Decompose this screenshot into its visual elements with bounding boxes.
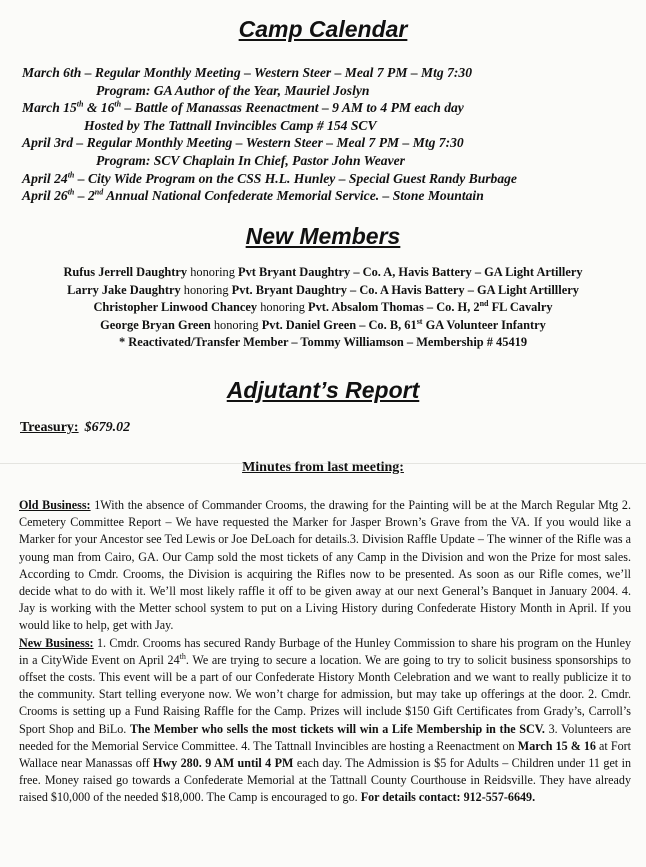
treasury-amount: $679.02: [84, 420, 131, 435]
calendar-program: Program: SCV Chaplain In Chief, Pastor John Weaver: [96, 152, 405, 168]
member-row: Larry Jake Daughtry honoring Pvt. Bryant Daughtry – Co. A Havis Battery – GA Light Artilllery: [67, 282, 579, 297]
new-business-paragraph: New Business: 1. Cmdr. Crooms has secured Randy Burbage of the Hunley Commission to share his program on the Hunley in a CityWide Event on April 24th. We are trying to secure a location. We are going to try to solicit business sponsorships to offset the costs. This event will be a part of our Confederate History Month Celebration and we want to really publicize it to the community. Start telling everyone now. We won’t charge for admission, but may take up offerings at the door. 2. Cmdr. Crooms is setting up a Fund Raising Raffle for the Camp. Prizes will include $150 Gift Certificates from Grady’s, Carroll’s Sport Shop and BiLo. The Member who sells the most tickets will win a Life Membership in the SCV. 3. Volunteers are needed for the Memorial Service Committee. 4. The Tattnall Invincibles are hosting a Reenactment on March 15 & 16 at Fort Wallace near Manassas off Hwy 280. 9 AM until 4 PM each day. The Admission is $5 for Adults – Children under 11 get in free. Money raised go towards a Confederate Memorial at the Tattnall County Courthouse in Reidsville. They have already raised $10,000 of the needed $18,000. The Camp is encouraged to go. For details contact: 912-557-6649.: [19, 635, 632, 805]
calendar-host: Hosted by The Tattnall Invincibles Camp # 154 SCV: [84, 117, 377, 133]
treasury-label: Treasury:: [20, 420, 79, 435]
camp-calendar-heading: Camp Calendar: [238, 16, 408, 42]
member-row: Christopher Linwood Chancey honoring Pvt. Absalom Thomas – Co. H, 2nd FL Cavalry: [93, 299, 553, 315]
new-business-label: New Business:: [19, 635, 94, 650]
calendar-event: April 24th – City Wide Program on the CSS H.L. Hunley – Special Guest Randy Burbage: [22, 170, 517, 186]
treasury-line: [20, 420, 130, 436]
calendar-event: April 3rd – Regular Monthly Meeting – Western Steer – Meal 7 PM – Mtg 7:30: [22, 135, 464, 151]
adjutants-report-heading: Adjutant’s Report: [226, 377, 420, 403]
contact-line: For details contact: 912-557-6649.: [360, 790, 536, 805]
calendar-program: Program: GA Author of the Year, Mauriel Joslyn: [96, 82, 370, 98]
new-members-list: [20, 264, 626, 352]
old-business-label: Old Business:: [19, 498, 91, 512]
new-members-heading: New Members: [245, 223, 401, 249]
reactivated-member: * Reactivated/Transfer Member – Tommy Williamson – Membership # 45419: [118, 335, 528, 350]
calendar-event: April 26th – 2nd Annual National Confederate Memorial Service. – Stone Mountain: [22, 187, 484, 204]
calendar-list: [22, 64, 632, 205]
old-business-paragraph: Old Business: 1With the absence of Commander Crooms, the drawing for the Painting will be at the March Regular Mtg 2. Cemetery Committee Report – We have requested the Marker for Jasper Brown’s Grave from the VA. If you would like a Marker for your Ancestor see Ted Lewis or Joe DeLoach for details.3. Division Raffle Update – The winner of the Rifle was a young man from Cairo, GA. Our Camp sold the most tickets of any Camp in the Division and won the Prize for most sales. According to Cmdr. Crooms, the Division is acquiring the Rifles now to be presented. As soon as our Rifle comes, we’ll decide what to do with it. We’ll most likely raffle it off to be given away at our next General’s Banquet in January 2004. 4. Jay is working with the Metter school system to put on a Living History during Confederate History Month in April. If you would like to help, get with Jay.: [19, 498, 631, 633]
member-row: Rufus Jerrell Daughtry honoring Pvt Bryant Daughtry – Co. A, Havis Battery – GA Light Artillery: [63, 265, 583, 279]
member-row: George Bryan Green honoring Pvt. Daniel Green – Co. B, 61st GA Volunteer Infantry: [100, 316, 546, 332]
calendar-event: March 6th – Regular Monthly Meeting – Western Steer – Meal 7 PM – Mtg 7:30: [22, 65, 473, 80]
minutes-heading: Minutes from last meeting:: [242, 460, 404, 475]
minutes-body: [19, 497, 631, 807]
calendar-event: March 15th & 16th – Battle of Manassas Reenactment – 9 AM to 4 PM each day: [22, 99, 464, 116]
